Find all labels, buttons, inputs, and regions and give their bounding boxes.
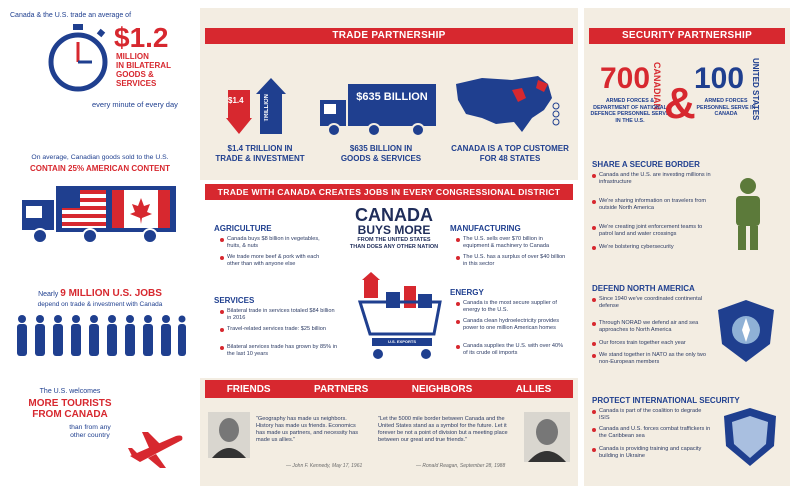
border-bullet: We're creating joint enforcement teams to patrol land and water crossings [592, 224, 712, 238]
cart-label: U.S. EXPORTS [387, 339, 416, 344]
energy-bullet: Canada supplies the U.S. with over 40% of its crude oil imports [456, 343, 568, 357]
shield-icon [722, 406, 778, 468]
border-bullet: Canada and the U.S. are investing millions in infrastructure [592, 172, 712, 186]
content-highlight: CONTAIN 25% AMERICAN CONTENT [29, 164, 170, 173]
center-line: BUYS MORE [357, 223, 431, 237]
tourists-line: MORE TOURISTS [28, 398, 112, 409]
reagan-portrait-icon [524, 412, 570, 462]
friends-word: NEIGHBORS [411, 383, 473, 395]
defend-bullet: We stand together in NATO as the only two non-European members [592, 352, 710, 366]
norad-emblem-icon [716, 298, 776, 364]
stat-trade-line: $1.4 TRILLION IN [227, 144, 293, 153]
trade-amount: $1.2 [114, 22, 169, 53]
manufacturing-head: MANUFACTURING [450, 224, 521, 233]
canadian-desc: ARMED FORCES & DEPARTMENT OF NATIONAL DEFENCE PERSONNEL SERVE IN THE U.S. [590, 98, 670, 124]
kennedy-cite: — John F. Kennedy, May 17, 1961 [286, 463, 363, 469]
services-bullet: Travel-related services trade: $25 billion [220, 326, 340, 333]
center-line: FROM THE UNITED STATES [357, 237, 431, 243]
tourists-line: FROM CANADA [32, 409, 108, 420]
us-desc: ARMED FORCES PERSONNEL SERVE IN CANADA [696, 98, 756, 117]
jobs-banner: TRADE WITH CANADA CREATES JOBS IN EVERY CONGRESSIONAL DISTRICT [205, 184, 573, 200]
defend-head: DEFEND NORTH AMERICA [592, 284, 695, 293]
stat-trade-line: TRADE & INVESTMENT [215, 154, 305, 163]
stat-customer-line: FOR 48 STATES [479, 154, 541, 163]
canadian-count: 700 [600, 62, 651, 95]
soldier-icon [722, 176, 782, 252]
stat-goods-line: $635 BILLION IN [349, 144, 413, 153]
airplane-icon [126, 426, 186, 470]
arrow-unit: TRILLION [264, 94, 270, 122]
trade-unit-line: IN BILATERAL [116, 61, 171, 70]
defend-bullet: Through NORAD we defend air and sea approaches to North America [592, 320, 710, 334]
stat-goods-line: GOODS & SERVICES [340, 154, 422, 163]
jobs-pre: Nearly [38, 291, 59, 298]
canadian-vertical-label: CANADIAN [652, 62, 662, 110]
manufacturing-bullet: The U.S. has a surplus of over $40 billion in this sector [456, 254, 566, 268]
services-bullet: Bilateral trade in services totaled $84 billion in 2016 [220, 308, 340, 322]
agriculture-head: AGRICULTURE [214, 224, 272, 233]
us-map-icon [452, 70, 564, 140]
trade-unit-line: MILLION [116, 52, 149, 61]
trade-unit [116, 52, 171, 88]
agriculture-bullet: We trade more beef & pork with each other than with anyone else [220, 254, 330, 268]
arrow-label: $1.4 [228, 96, 244, 105]
ampersand: & [664, 79, 696, 128]
security-banner: SECURITY PARTNERSHIP [589, 28, 785, 44]
agriculture-bullet: Canada buys $8 billion in vegetables, fruits, & nuts [220, 236, 330, 250]
us-count: 100 [694, 62, 745, 95]
friends-word: ALLIES [515, 383, 552, 395]
stat-goods [326, 144, 436, 164]
services-bullet: Bilateral services trade has grown by 85% in the last 10 years [220, 344, 340, 358]
friends-banner [205, 380, 573, 398]
shopping-cart-icon [356, 272, 446, 362]
trade-arrows-icon [226, 76, 288, 138]
jobs-post: depend on trade & investment with Canada [37, 301, 163, 308]
trade-banner: TRADE PARTNERSHIP [205, 28, 573, 44]
defend-bullet: Our forces train together each year [592, 340, 710, 347]
defend-bullet: Since 1940 we've coordinated continental defense [592, 296, 710, 310]
trade-intro: Canada & the U.S. trade an average of [10, 12, 132, 19]
protect-bullet: Canada is providing training and capacity building in Ukraine [592, 446, 712, 460]
reagan-cite: — Ronald Reagan, September 28, 1988 [416, 463, 506, 469]
energy-head: ENERGY [450, 288, 484, 297]
manufacturing-bullet: The U.S. sells over $70 billion in equipment & machinery to Canada [456, 236, 566, 250]
tourists-pre: The U.S. welcomes [39, 388, 101, 395]
stat-customer-line: CANADA IS A TOP CUSTOMER [451, 144, 569, 153]
people-icon [14, 314, 186, 358]
center-line: THAN DOES ANY OTHER NATION [349, 244, 439, 250]
tourists-post [60, 424, 120, 440]
truck-flags-icon [20, 180, 180, 250]
friends-word: FRIENDS [226, 383, 271, 395]
tourists-post-line: than from any [69, 424, 111, 431]
stopwatch-icon [48, 22, 110, 94]
border-bullet: We're bolstering cybersecurity [592, 244, 712, 251]
reagan-quote: “Let the 5000 mile border between Canada and the United States stand as a symbol for the future. Let it forever be not a point of division but a meeting place between our great and true friends.” [378, 416, 508, 443]
us-vertical-label: UNITED STATES [751, 58, 760, 121]
border-bullet: We're sharing information on travelers from outside North America [592, 198, 712, 212]
stat-customer [448, 144, 572, 164]
kennedy-portrait-icon [208, 412, 250, 458]
truck-label: $635 BILLION [356, 91, 428, 103]
services-head: SERVICES [214, 296, 255, 305]
tourists-post-line: other country [70, 432, 110, 439]
jobs-number: 9 MILLION U.S. JOBS [60, 288, 162, 299]
border-head: SHARE A SECURE BORDER [592, 160, 700, 169]
kennedy-quote: “Geography has made us neighbors. History has made us friends. Economics has made us partners, and necessity has made us allies.” [256, 416, 358, 443]
friends-word: PARTNERS [314, 383, 369, 395]
protect-head: PROTECT INTERNATIONAL SECURITY [592, 396, 740, 405]
trade-unit-line: GOODS & [116, 70, 154, 79]
trade-unit-line: SERVICES [116, 79, 157, 88]
center-line: CANADA [355, 205, 433, 225]
stat-trade [212, 144, 308, 164]
energy-bullet: Canada is the most secure supplier of energy to the U.S. [456, 300, 568, 314]
energy-bullet: Canada clean hydroelectricity provides power to one million American homes [456, 318, 568, 332]
tourists-highlight [12, 398, 128, 420]
protect-bullet: Canada and U.S. forces combat traffickers in the Caribbean sea [592, 426, 712, 440]
canada-buys-more [346, 206, 442, 251]
jobs-line [8, 288, 192, 299]
trade-outro: every minute of every day [92, 100, 178, 109]
protect-bullet: Canada is part of the coalition to degrade ISIS [592, 408, 712, 422]
content-intro: On average, Canadian goods sold to the U.S. [31, 154, 169, 161]
